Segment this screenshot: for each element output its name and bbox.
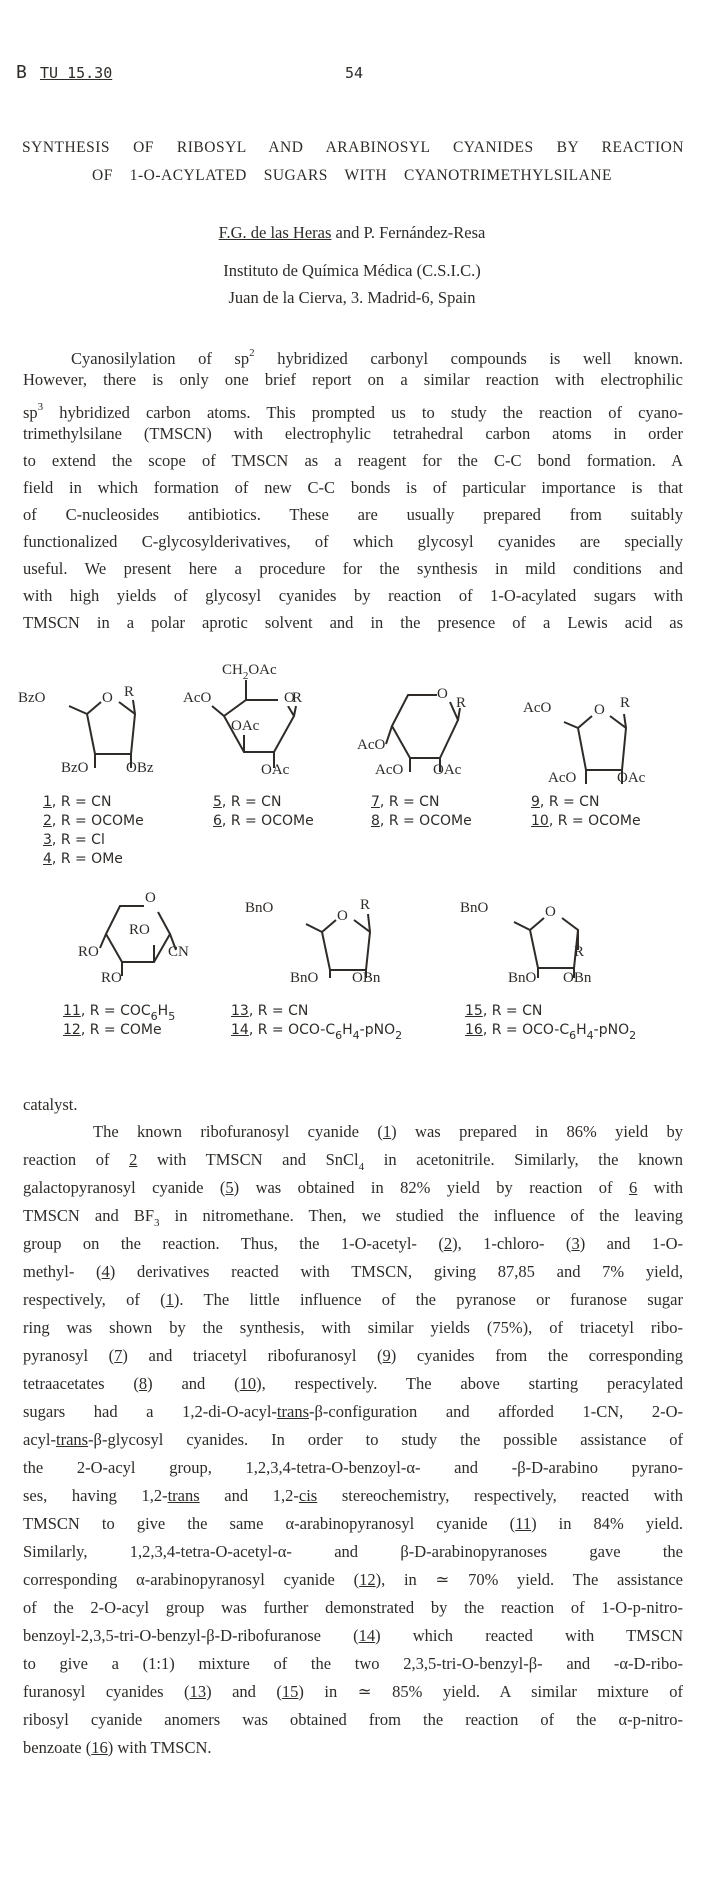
compound-definition: 6, R = OCOMe: [213, 813, 314, 829]
structure-13-substituent: O: [337, 908, 348, 924]
structure-13-substituent: BnO: [290, 970, 319, 986]
compound-ref: 14: [358, 1626, 376, 1645]
compound-definition: 1, R = CN: [43, 794, 112, 810]
structure-5-substituent: AcO: [183, 690, 212, 706]
compound-ref: 9: [382, 1346, 391, 1365]
text-line: to extend the scope of TMSCN as a reagent for the C-C bond formation. A: [23, 451, 683, 470]
subscript: 3: [154, 1217, 160, 1229]
compound-ref: 5: [225, 1178, 234, 1197]
compound-ref: 4: [101, 1262, 110, 1281]
subscript: 6: [335, 1029, 343, 1042]
compound-ref: 2: [443, 1234, 453, 1253]
compound-ref: 15: [281, 1682, 299, 1701]
text-line: field in which formation of new C-C bonds is of particular importance is that: [23, 478, 683, 497]
compound-definition: 2, R = OCOMe: [43, 813, 144, 829]
structure-7-ring: [386, 695, 460, 772]
structure-15-ring: [514, 918, 578, 978]
text-line: reaction of 2 with TMSCN and SnCl$_4$ in acetonitrile. Similarly, the known: [23, 1150, 683, 1173]
document-code: TU 15.30: [40, 64, 113, 82]
title-line-2: OF 1-O-ACYLATED SUGARS WITH CYANOTRIMETHYLSILANE: [92, 167, 612, 184]
compound-ref: 7: [371, 794, 380, 810]
text-line: of C-nucleosides antibiotics. These are usually prepared from suitably: [23, 505, 683, 524]
structure-15-substituent: BnO: [460, 900, 489, 916]
text-line: functionalized C-glycosylderivatives, of which glycosyl cyanides are specially: [23, 532, 683, 551]
structure-9-substituent: OAc: [617, 770, 646, 786]
compound-ref: trans: [276, 1402, 309, 1421]
affiliation-institute: Instituto de Química Médica (C.S.I.C.): [223, 261, 481, 280]
supscript: 2: [249, 347, 255, 359]
structure-11-substituent: O: [145, 890, 156, 906]
compound-ref: 14: [231, 1022, 249, 1038]
compound-ref: 16: [465, 1022, 483, 1038]
text-line: with high yields of glycosyl cyanides by reaction of 1-O-acylated sugars with: [23, 586, 683, 605]
author-2: P. Fernández-Resa: [363, 223, 486, 242]
subscript: 2: [395, 1029, 403, 1042]
subscript: 4: [358, 1161, 365, 1173]
compound-ref: 4: [43, 851, 52, 867]
compound-ref: 6: [213, 813, 222, 829]
compound-ref: 2: [43, 813, 52, 829]
text-line: Cyanosilylation of $sp^2$ hybridized carbonyl compounds is well known.: [71, 347, 683, 368]
subscript: 6: [150, 1010, 158, 1023]
structure-9-substituent: O: [594, 702, 605, 718]
text-line: ses, having 1,2-trans and 1,2-cis stereochemistry, respectively, reacted with: [23, 1486, 683, 1505]
compound-ref: 13: [189, 1682, 207, 1701]
compound-ref: 2: [129, 1150, 138, 1169]
compound-definition: 9, R = CN: [531, 794, 600, 810]
structure-1-ring: [69, 700, 135, 768]
compound-definition: 12, R = COMe: [63, 1022, 162, 1038]
structure-9-substituent: R: [620, 695, 631, 711]
structure-7-substituent: AcO: [375, 762, 404, 778]
structure-1-substituent: O: [102, 690, 113, 706]
compound-ref: 15: [465, 1003, 483, 1019]
compound-ref: trans: [167, 1486, 200, 1505]
compound-ref: 1: [165, 1290, 174, 1309]
compound-ref: 9: [531, 794, 540, 810]
compound-definition: 13, R = CN: [231, 1003, 309, 1019]
text-line: galactopyranosyl cyanide (5) was obtained in 82% yield by reaction of 6 with: [23, 1178, 684, 1197]
compound-definition: 15, R = CN: [465, 1003, 543, 1019]
compound-definition: 10, R = OCOMe: [531, 813, 641, 829]
compound-definition: 3, R = Cl: [43, 832, 105, 848]
text-line: TMSCN and $BF_3$ in nitromethane. Then, we studied the influence of the leaving: [23, 1206, 684, 1229]
structure-13-substituent: BnO: [245, 900, 274, 916]
compound-ref: 8: [371, 813, 380, 829]
structure-13-substituent: OBn: [352, 970, 381, 986]
structure-7-substituent: OAc: [433, 762, 462, 778]
compound-definition: 8, R = OCOMe: [371, 813, 472, 829]
structure-11-substituent: RO: [78, 944, 99, 960]
compound-ref: 10: [531, 813, 549, 829]
structure-5-substituent: OAc: [261, 762, 290, 778]
compound-definition: 11, $R = COC_6H_5$: [63, 1003, 176, 1023]
structure-9-substituent: AcO: [523, 700, 552, 716]
text-line: benzoyl-2,3,5-tri-O-benzyl-β-D-ribofuranose (14) which reacted with TMSCN: [23, 1626, 683, 1645]
compound-ref: 11: [63, 1003, 81, 1019]
structure-13-substituent: R: [360, 897, 371, 913]
subscript: 4: [586, 1029, 594, 1042]
compound-ref: 8: [138, 1374, 148, 1393]
text-line: furanosyl cyanides (13) and (15) in ≃ 85% yield. A similar mixture of: [23, 1682, 683, 1701]
text-line: ring was shown by the synthesis, with similar yields (75%), of triacetyl ribo-: [23, 1318, 683, 1337]
subscript: 5: [168, 1010, 176, 1023]
structure-1-substituent: OBz: [126, 760, 154, 776]
structure-7-substituent: O: [437, 686, 448, 702]
text-line: Similarly, 1,2,3,4-tetra-O-acetyl-α- and β-D-arabinopyranoses gave the: [23, 1542, 683, 1561]
structure-1-substituent: BzO: [18, 690, 46, 706]
text-line: TMSCN to give the same α-arabinopyranosyl cyanide (11) in 84% yield.: [23, 1514, 683, 1533]
affiliation-address: Juan de la Cierva, 3. Madrid-6, Spain: [228, 288, 476, 307]
author-1: F.G. de las Heras: [218, 223, 332, 242]
structure-15-substituent: O: [545, 904, 556, 920]
text-line: benzoate (16) with TMSCN.: [23, 1738, 212, 1757]
text-line: trimethylsilane (TMSCN) with electrophylic tetrahedral carbon atoms in order: [23, 424, 683, 443]
text-line: TMSCN in a polar aprotic solvent and in the presence of a Lewis acid as: [23, 613, 683, 632]
text-line: corresponding α-arabinopyranosyl cyanide (12), in ≃ 70% yield. The assistance: [23, 1570, 683, 1589]
text-line: ribosyl cyanide anomers was obtained from the reaction of the α-p-nitro-: [23, 1710, 683, 1729]
compound-ref: 11: [515, 1514, 532, 1533]
text-line: However, there is only one brief report on a similar reaction with electrophilic: [23, 370, 683, 389]
compound-ref: 10: [239, 1374, 257, 1393]
text-line: catalyst.: [23, 1095, 78, 1114]
text-line: respectively, of (1). The little influence of the pyranose or furanose sugar: [23, 1290, 683, 1309]
text-line: The known ribofuranosyl cyanide (1) was prepared in 86% yield by: [93, 1122, 684, 1141]
subscript: 6: [569, 1029, 577, 1042]
text-line: the 2-O-acyl group, 1,2,3,4-tetra-O-benzoyl-α- and -β-D-arabino pyrano-: [23, 1458, 683, 1477]
text-line: acyl-trans-β-glycosyl cyanides. In order to study the possible assistance of: [23, 1430, 683, 1449]
text-line: useful. We present here a procedure for the synthesis in mild conditions and: [23, 559, 683, 578]
title-line-1: SYNTHESIS OF RIBOSYL AND ARABINOSYL CYANIDES BY REACTION: [22, 139, 684, 156]
compound-ref: 3: [43, 832, 52, 848]
compound-ref: 1: [382, 1122, 392, 1141]
structure-7-substituent: R: [456, 695, 467, 711]
subscript: 4: [352, 1029, 360, 1042]
text-line: pyranosyl (7) and triacetyl ribofuranosyl (9) cyanides from the corresponding: [23, 1346, 684, 1365]
text-line: to give a (1:1) mixture of the two 2,3,5-tri-O-benzyl-β- and -α-D-ribo-: [23, 1654, 683, 1673]
structure-11-ring: [100, 906, 176, 976]
compound-definition: 14, R = OCO-$C_6H_4-pNO_2$: [231, 1022, 403, 1042]
text-line: sugars had a 1,2-di-O-acyl-trans-β-configuration and afforded 1-CN, 2-O-: [23, 1402, 683, 1421]
series-mark: B: [16, 62, 27, 83]
authors-and: and: [331, 223, 364, 242]
structure-1-substituent: BzO: [61, 760, 89, 776]
compound-ref: 13: [231, 1003, 249, 1019]
compound-definition: 16, R = OCO-$C_6H_4-pNO_2$: [465, 1022, 637, 1042]
compound-ref: 5: [213, 794, 222, 810]
compound-ref: 6: [628, 1178, 638, 1197]
compound-ref: 3: [571, 1234, 580, 1253]
compound-ref: 16: [91, 1738, 108, 1757]
structure-7-substituent: AcO: [357, 737, 386, 753]
compound-definition: 4, R = OMe: [43, 851, 123, 867]
text-line: methyl- (4) derivatives reacted with TMSCN, giving 87,85 and 7% yield,: [23, 1262, 683, 1281]
structure-11-substituent: CN: [168, 944, 189, 960]
page-number: 54: [345, 64, 364, 82]
compound-ref: 12: [359, 1570, 376, 1589]
subscript: 2: [629, 1029, 637, 1042]
structure-11-substituent: RO: [101, 970, 122, 986]
structure-1-substituent: R: [124, 684, 135, 700]
structure-11-substituent: RO: [129, 922, 150, 938]
compound-ref: 12: [63, 1022, 81, 1038]
compound-ref: cis: [298, 1486, 318, 1505]
text-line: tetraacetates (8) and (10), respectively. The above starting peracylated: [23, 1374, 683, 1393]
compound-definition: 5, R = CN: [213, 794, 282, 810]
structure-9-substituent: AcO: [548, 770, 577, 786]
structure-5-substituent: O: [284, 690, 295, 706]
supscript: 3: [37, 401, 44, 413]
text-line: $sp^3$ hybridized carbon atoms. This prompted us to study the reaction of cyano-: [23, 401, 683, 422]
subscript: 2: [242, 670, 249, 682]
text-line: group on the reaction. Thus, the 1-O-acetyl- (2), 1-chloro- (3) and 1-O-: [23, 1234, 683, 1253]
structure-5-substituent: $CH_2OAc$: [222, 662, 277, 682]
structure-15-substituent: R: [574, 944, 585, 960]
structure-15-substituent: OBn: [563, 970, 592, 986]
structure-15-substituent: BnO: [508, 970, 537, 986]
structure-5-substituent: R: [292, 690, 303, 706]
compound-ref: trans: [55, 1430, 89, 1449]
compound-ref: 7: [114, 1346, 123, 1365]
compound-definition: 7, R = CN: [371, 794, 440, 810]
text-line: of the 2-O-acyl group was further demonstrated by the reaction of 1-O-p-nitro-: [23, 1598, 683, 1617]
structure-5-substituent: OAc: [231, 718, 260, 734]
compound-ref: 1: [43, 794, 52, 810]
